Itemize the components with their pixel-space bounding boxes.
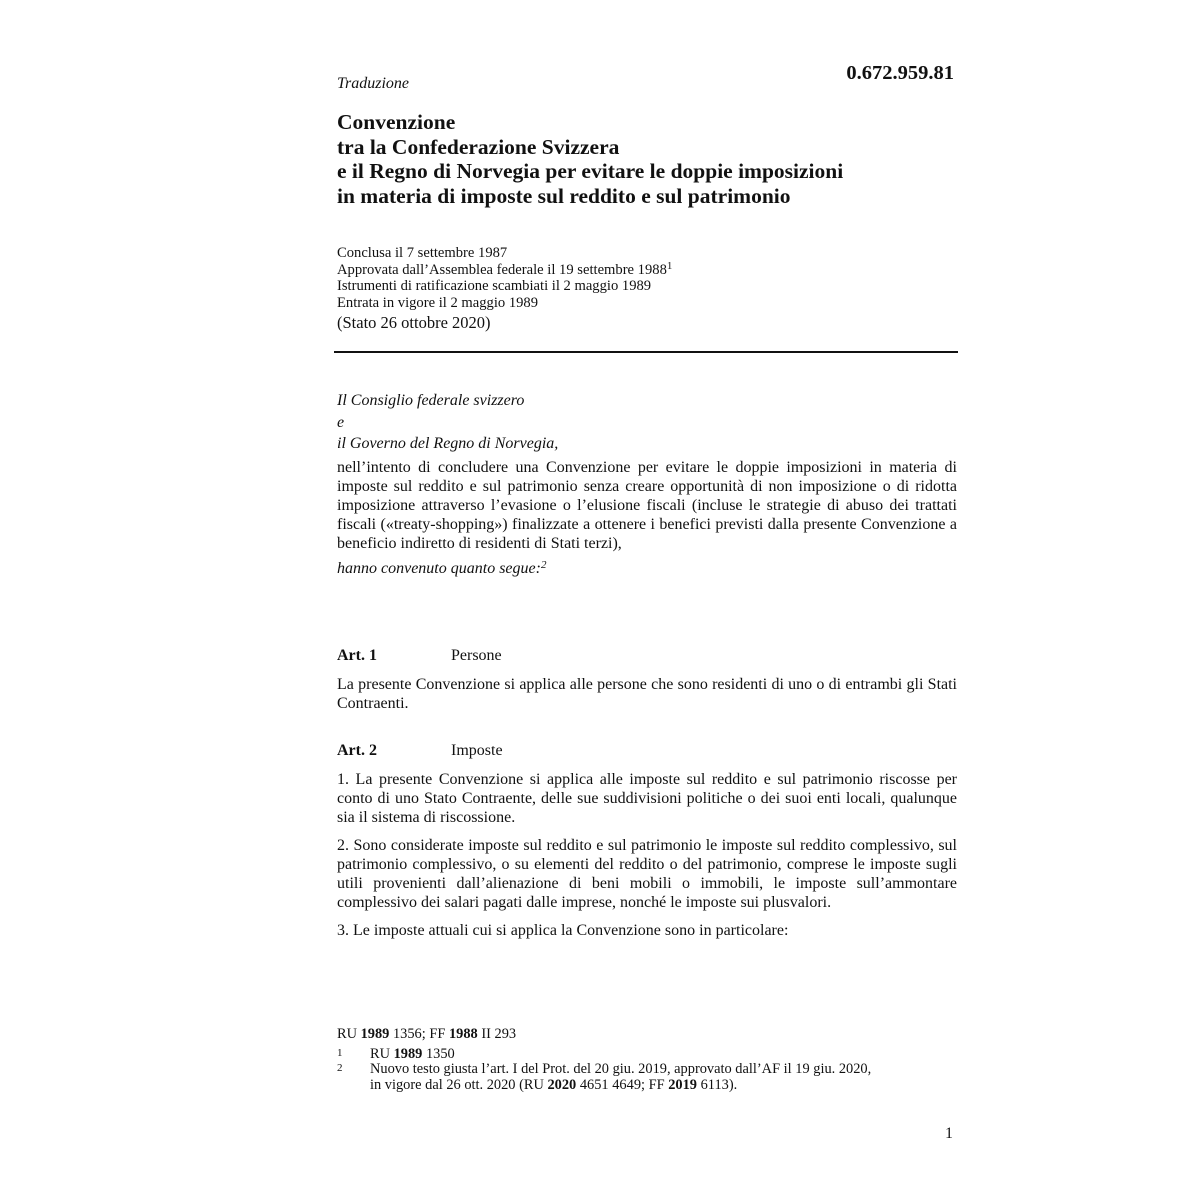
ratification-date: Istrumenti di ratificazione scambiati il 2 maggio 1989 xyxy=(337,278,652,294)
article-title: Imposte xyxy=(451,741,503,759)
document-page xyxy=(337,60,957,1160)
footnotes-section xyxy=(337,1027,957,1093)
article-heading xyxy=(337,741,957,760)
article-paragraph: 1. La presente Convenzione si applica alle imposte sul reddito e sul patrimonio riscosse per conto di uno Stato Contraente, delle sue suddivisioni politiche o dei suoi enti locali, qualunque sia il sistema di riscossione. xyxy=(337,770,957,826)
source-text: RU xyxy=(337,1026,361,1042)
source-reference xyxy=(337,1027,957,1043)
entry-into-force-date: Entrata in vigore il 2 maggio 1989 xyxy=(337,294,539,311)
contracting-parties xyxy=(337,390,957,455)
party-norway: il Governo del Regno di Norvegia, xyxy=(337,435,559,452)
article-title: Persone xyxy=(451,646,502,664)
article-number: Art. 1 xyxy=(337,646,377,664)
footnote-ref[interactable]: 2 xyxy=(540,558,547,571)
article-paragraph: La presente Convenzione si applica alle persone che sono residenti di uno o di entrambi gli Stati Contraenti. xyxy=(337,675,957,712)
status-date: (Stato 26 ottobre 2020) xyxy=(337,313,491,332)
footnote-item xyxy=(337,1047,957,1063)
footnote-text xyxy=(370,1047,957,1063)
footnote-item xyxy=(337,1062,957,1093)
party-switzerland: Il Consiglio federale svizzero xyxy=(337,392,525,409)
page-number: 1 xyxy=(945,1125,953,1142)
source-year: 1988 xyxy=(448,1026,478,1042)
article-paragraph: 3. Le imposte attuali cui si applica la Convenzione sono in particolare: xyxy=(337,921,789,939)
source-year: 1989 xyxy=(360,1026,390,1042)
footnote-year: 1989 xyxy=(393,1045,423,1062)
header-divider xyxy=(334,351,958,353)
approval-date-text: Approvata dall’Assemblea federale il 19 settembre 1988 xyxy=(337,261,667,278)
approval-date xyxy=(337,259,957,279)
title-line: tra la Confederazione Svizzera xyxy=(337,134,620,159)
party-conjunction: e xyxy=(337,413,345,431)
agreement-clause-text: hanno convenuto quanto segue: xyxy=(337,559,541,577)
article-heading xyxy=(337,646,957,665)
footnote-fragment: 6113). xyxy=(697,1076,738,1093)
document-metadata xyxy=(337,245,957,333)
title-line: Convenzione xyxy=(337,110,456,134)
footnote-fragment: in vigore dal 26 ott. 2020 (RU xyxy=(370,1076,548,1093)
footnote-line: Nuovo testo giusta l’art. I del Prot. del 20 giu. 2019, approvato dall’AF il 19 giu. 2020, xyxy=(370,1061,872,1077)
translation-label: Traduzione xyxy=(337,75,410,92)
source-text: II 293 xyxy=(477,1026,517,1042)
agreement-clause xyxy=(337,559,957,578)
title-line: e il Regno di Norvegia per evitare le doppie imposizioni xyxy=(337,159,844,183)
sr-number: 0.672.959.81 xyxy=(846,62,954,84)
footnote-fragment: RU xyxy=(370,1045,394,1062)
footnote-mark: 1 xyxy=(337,1046,343,1059)
article-number: Art. 2 xyxy=(337,741,377,759)
document-title xyxy=(337,110,957,208)
footnote-year: 2020 xyxy=(547,1076,577,1093)
footnote-year: 2019 xyxy=(668,1076,697,1093)
footnote-fragment: 1350 xyxy=(422,1045,455,1062)
article-paragraph: 2. Sono considerate imposte sul reddito e sul patrimonio le imposte sul reddito complessivo, sul patrimonio complessivo, o su elementi del reddito o del patrimonio, comprese le imposte sugli utili provenienti dall’alienazione di beni mobili o immobili, le imposte sull’ammontare complessivo dei salari pagati dalle imprese, nonché le imposte sui plusvalori. xyxy=(337,836,957,911)
preamble-text: nell’intento di concludere una Convenzione per evitare le doppie imposizioni in materia di imposte sul reddito e sul patrimonio senza creare opportunità di non imposizione o di ridotta imposizione attraverso l’evasione o l’elusione fiscali (incluse le strategie di abuso dei trattati fiscali («treaty-shopping») finalizzate a ottenere i benefici previsti dalla presente Convenzione a beneficio indiretto di residenti di Stati terzi), xyxy=(337,458,957,552)
source-text: 1356; FF xyxy=(389,1026,449,1042)
footnote-ref[interactable]: 1 xyxy=(666,259,673,272)
concluded-date: Conclusa il 7 settembre 1987 xyxy=(337,245,508,261)
footnote-text xyxy=(370,1062,957,1093)
footnote-fragment: 4651 4649; FF xyxy=(576,1076,669,1093)
page-header xyxy=(337,60,957,102)
footnote-mark: 2 xyxy=(337,1062,343,1074)
title-line: in materia di imposte sul reddito e sul patrimonio xyxy=(337,183,791,208)
